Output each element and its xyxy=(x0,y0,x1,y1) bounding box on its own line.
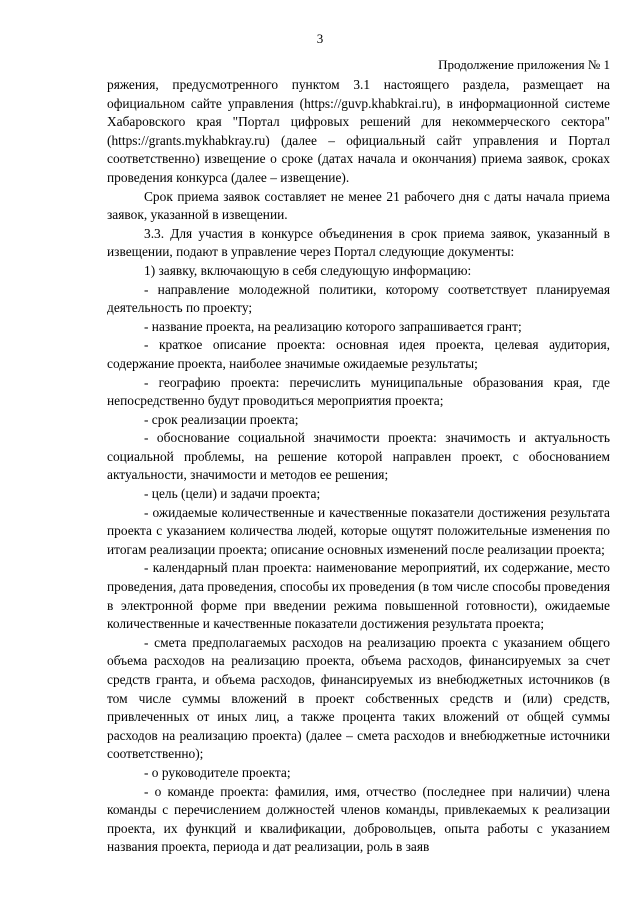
list-item: - ожидаемые количественные и качественные показатели достижения результата проекта с указанием количества людей, которые ощутят положительные изменения по итогам реализации проекта; описание основных изменений после реализации проекта; xyxy=(107,504,610,557)
appendix-continuation-label: Продолжение приложения № 1 xyxy=(438,57,610,72)
list-item: - смета предполагаемых расходов на реализацию проекта с указанием общего объема расходов на реализацию проекта, объема расходов, финансируемых за счет средств гранта, и объема расходов, финансируемых из внебюджетных источников (в том числе суммы вложений в проект собственных средств и (или) средств, привлеченных от иных лиц, а также процента таких вложений от общей суммы расходов на реализацию проекта) (далее – смета расходов и внебюджетные источники соответственно); xyxy=(107,634,610,762)
list-item: - краткое описание проекта: основная идея проекта, целевая аудитория, содержание проекта, наиболее значимые ожидаемые результаты; xyxy=(107,337,610,371)
list-item: - о команде проекта: фамилия, имя, отчество (последнее при наличии) члена команды с перечислением должностей членов команды, привлекаемых к реализации проекта, их функций и квалификации, добровольцев, опыта работы с указанием названия проекта, периода и дат реализации, роль в заяв xyxy=(107,783,610,855)
list-item: - географию проекта: перечислить муниципальные образования края, где непосредственно будут проводиться мероприятия проекта; xyxy=(107,374,610,409)
paragraph-continued: ряжения, предусмотренного пунктом 3.1 настоящего раздела, размещает на официальном сайте управления (https://guvp.khabkrai.ru), в информационной системе Хабаровского края "Портал цифровых решений для некоммерческого сектора" (https://grants.mykhabkray.ru) (далее – официальный сайт управления и Портал соответственно) извещение о сроке (датах начала и окончания) приема заявок, сроках проведения конкурса (далее – извещение). xyxy=(107,77,610,185)
list-item: - цель (цели) и задачи проекта; xyxy=(144,486,321,502)
list-item: - название проекта, на реализацию которого запрашивается грант; xyxy=(144,318,522,334)
paragraph-clause-3-3: 3.3. Для участия в конкурсе объединения в срок приема заявок, указанный в извещении, подают в управление через Портал следующие документы: xyxy=(107,225,610,260)
paragraph-item-1: 1) заявку, включающую в себя следующую информацию: xyxy=(144,262,472,278)
list-item: - обоснование социальной значимости проекта: значимость и актуальность социальной проблемы, на решение которой направлен проект, с обоснованием актуальности, значимости и методов ее решения; xyxy=(107,430,610,483)
list-item: - о руководителе проекта; xyxy=(144,764,291,780)
list-item: - срок реализации проекта; xyxy=(144,411,299,427)
body-text xyxy=(107,76,610,857)
page-number: 3 xyxy=(316,31,324,46)
list-item: - направление молодежной политики, которому соответствует планируемая деятельность по проекту; xyxy=(107,281,610,316)
list-item: - календарный план проекта: наименование мероприятий, их содержание, место проведения, дата проведения, способы их проведения (в том числе способы проведения в электронной форме при введении режима повышенной готовности), ожидаемые количественные и качественные показатели достижения результата проекта; xyxy=(107,560,610,632)
paragraph-deadline: Срок приема заявок составляет не менее 21 рабочего дня с даты начала приема заявок, указанной в извещении. xyxy=(107,188,610,223)
